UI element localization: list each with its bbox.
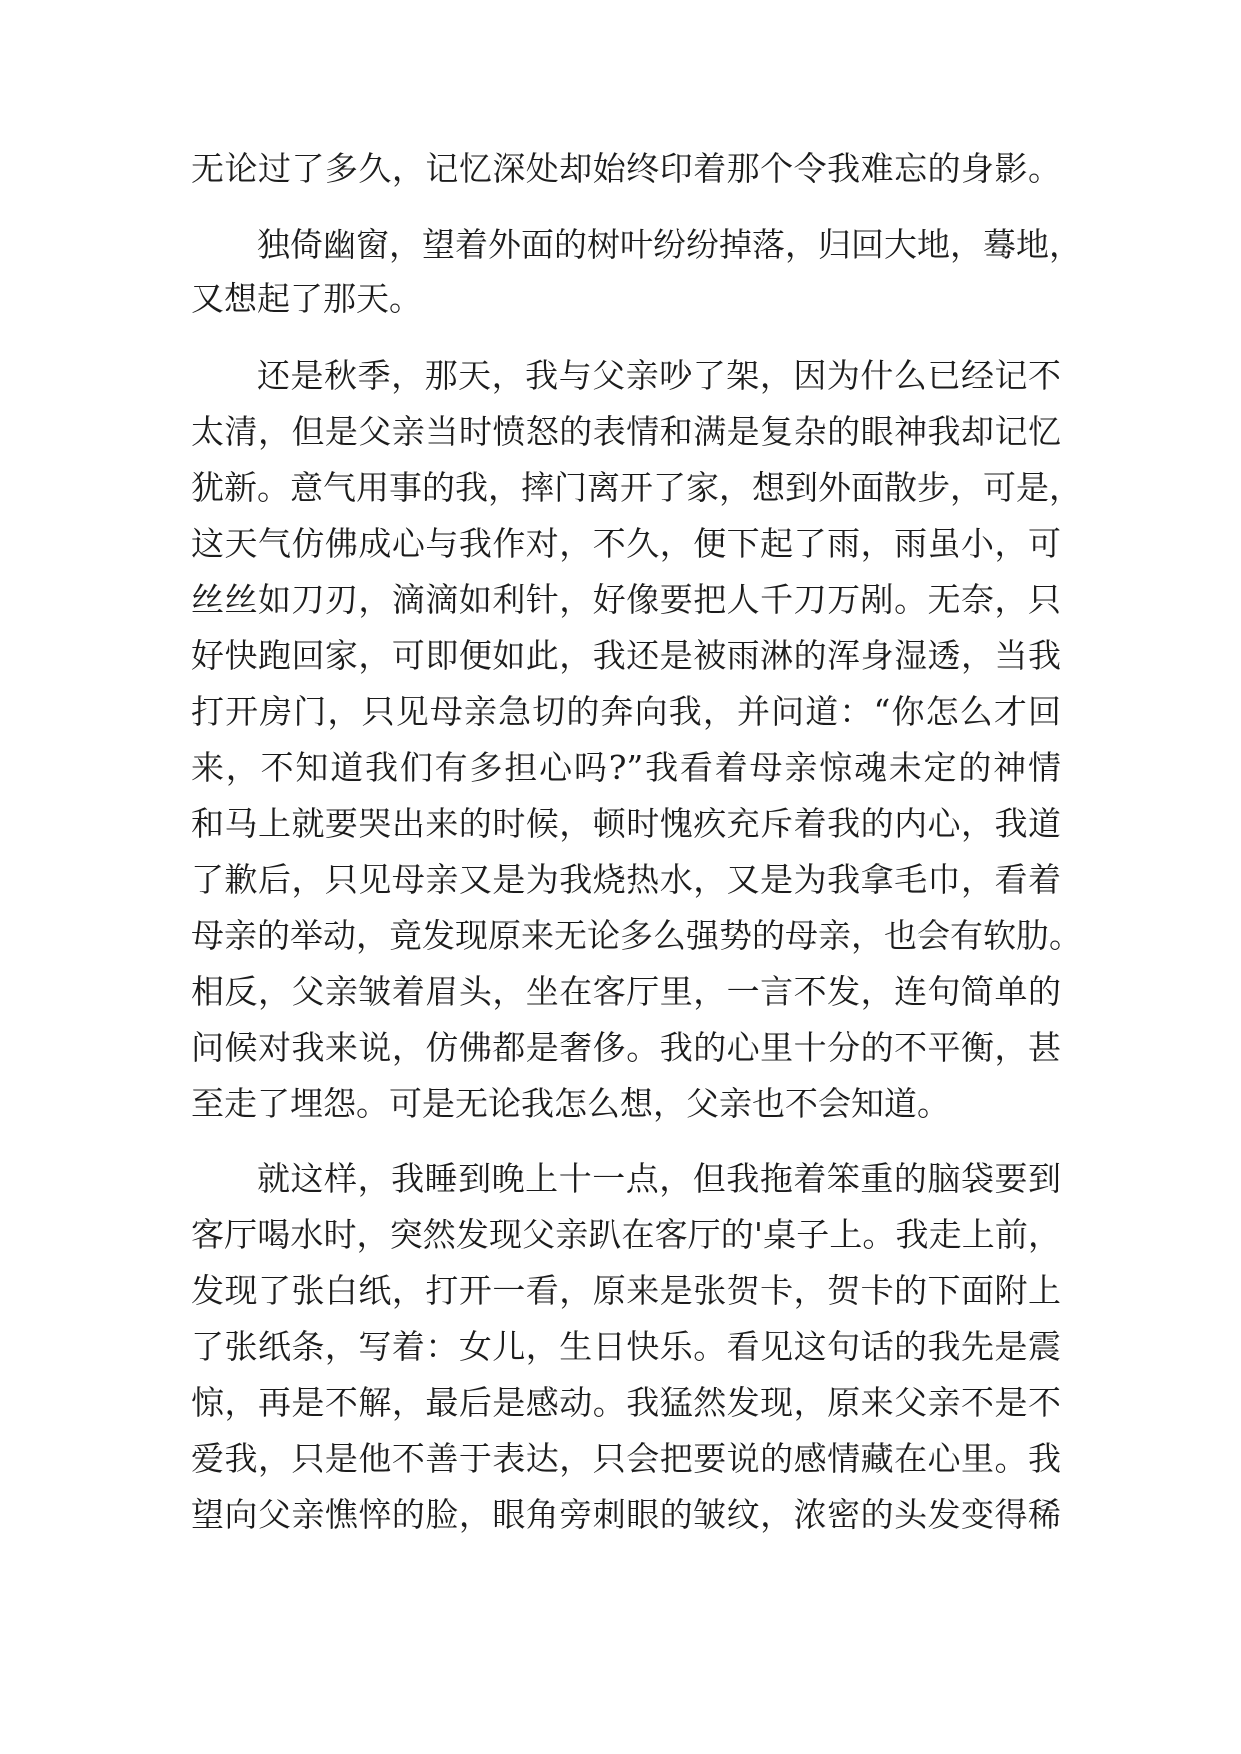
text-line: 相反，父亲皱着眉头，坐在客厅里，一言不发，连句简单的	[191, 972, 1061, 1011]
text-line: 客厅喝水时，突然发现父亲趴在客厅的'桌子上。我走上前，	[191, 1215, 1061, 1254]
text-line: 犹新。意气用事的我，摔门离开了家，想到外面散步，可是，	[191, 468, 1082, 507]
text-line: 这天气仿佛成心与我作对，不久，便下起了雨，雨虽小，可	[191, 524, 1061, 563]
text-line: 太清，但是父亲当时愤怒的表情和满是复杂的眼神我却记忆	[191, 412, 1061, 451]
text-line: 打开房门，只见母亲急切的奔向我，并问道：“你怎么才回	[191, 692, 1061, 731]
paragraph-first-line: 就这样，我睡到晚上十一点，但我拖着笨重的脑袋要到	[257, 1159, 1061, 1198]
text-line: 又想起了那天。	[191, 279, 422, 318]
text-line: 发现了张白纸，打开一看，原来是张贺卡，贺卡的下面附上	[191, 1271, 1061, 1310]
text-line: 望向父亲憔悴的脸，眼角旁刺眼的皱纹，浓密的头发变得稀	[191, 1495, 1061, 1534]
text-line: 惊，再是不解，最后是感动。我猛然发现，原来父亲不是不	[191, 1383, 1061, 1422]
text-line: 母亲的举动，竟发现原来无论多么强势的母亲，也会有软肋。	[191, 916, 1082, 955]
paragraph-first-line: 还是秋季，那天，我与父亲吵了架，因为什么已经记不	[257, 356, 1061, 395]
text-line: 丝丝如刀刃，滴滴如利针，好像要把人千刀万剐。无奈，只	[191, 580, 1061, 619]
text-line: 和马上就要哭出来的时候，顿时愧疚充斥着我的内心，我道	[191, 804, 1061, 843]
text-line: 了歉后，只见母亲又是为我烧热水，又是为我拿毛巾，看着	[191, 860, 1061, 899]
paragraph-first-line: 独倚幽窗，望着外面的树叶纷纷掉落，归回大地，蓦地，	[257, 225, 1082, 264]
text-line: 好快跑回家，可即便如此，我还是被雨淋的浑身湿透，当我	[191, 636, 1061, 675]
text-line: 了张纸条，写着：女儿，生日快乐。看见这句话的我先是震	[191, 1327, 1061, 1366]
text-line: 问候对我来说，仿佛都是奢侈。我的心里十分的不平衡，甚	[191, 1028, 1061, 1067]
text-line: 爱我，只是他不善于表达，只会把要说的感情藏在心里。我	[191, 1439, 1061, 1478]
text-line: 来，不知道我们有多担心吗?”我看着母亲惊魂未定的神情	[191, 748, 1061, 787]
text-line: 至走了埋怨。可是无论我怎么想，父亲也不会知道。	[191, 1084, 950, 1123]
text-line: 无论过了多久，记忆深处却始终印着那个令我难忘的身影。	[191, 149, 1061, 188]
